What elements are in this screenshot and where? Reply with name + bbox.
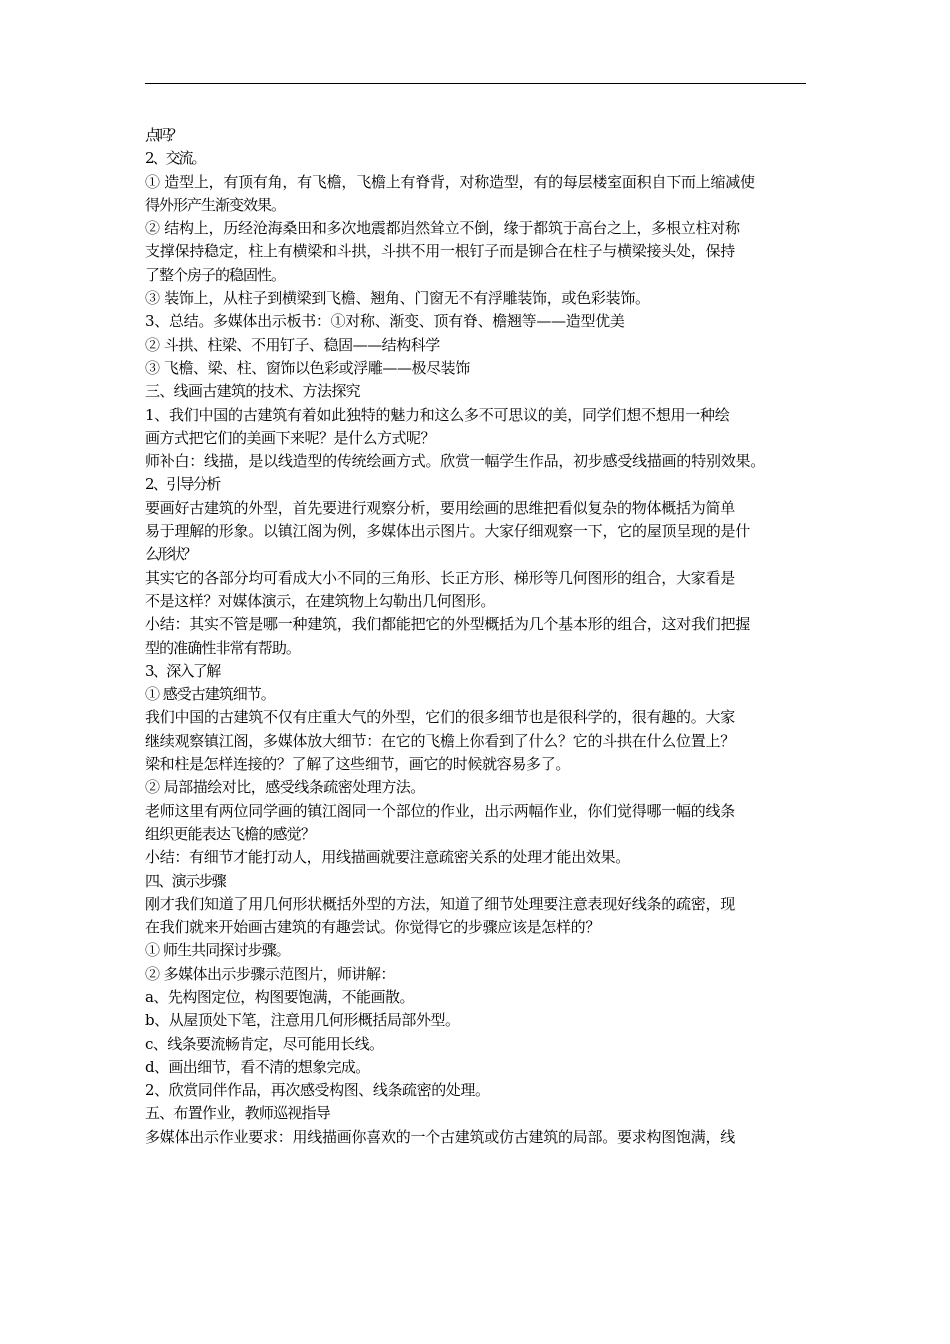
text-line: 2、欣赏同伴作品，再次感受构图、线条疏密的处理。	[145, 1081, 490, 1100]
text-line: ① 造型上，有顶有角，有飞檐，飞檐上有脊背，对称造型，有的每层楼室面积自下而上缩减使	[145, 172, 755, 191]
text-line: 三、线画古建筑的技术、方法探究	[145, 382, 361, 401]
text-line: 组织更能表达飞檐的感觉？	[145, 824, 316, 843]
text-line: 我们中国的古建筑不仅有庄重大气的外型，它们的很多细节也是很科学的，很有趣的。大家	[145, 708, 736, 727]
text-line: 2、交流。	[145, 149, 205, 168]
text-line: 不是这样？对媒体演示，在建筑物上勾勒出几何图形。	[145, 591, 496, 610]
text-line: ① 感受古建筑细节。	[145, 685, 275, 704]
body-text	[145, 124, 817, 1149]
text-line: 其实它的各部分均可看成大小不同的三角形、长正方形、梯形等几何图形的组合，大家看是	[145, 568, 736, 587]
text-line: 么形状？	[145, 545, 196, 564]
text-line: b、从屋顶处下笔，注意用几何形概括局部外型。	[145, 1011, 460, 1030]
text-line: ③ 装饰上，从柱子到横梁到飞檐、翘角、门窗无不有浮雕装饰，或色彩装饰。	[145, 289, 650, 308]
text-line: d、画出细节，看不清的想象完成。	[145, 1057, 370, 1076]
text-line: 画方式把它们的美画下来呢？是什么方式呢？	[145, 428, 436, 447]
text-line: 2、引导分析	[145, 475, 220, 494]
text-line: ② 多媒体出示步骤示范图片，师讲解：	[145, 964, 395, 983]
text-line: 易于理解的形象。以镇江阁为例，多媒体出示图片。大家仔细观察一下，它的屋顶呈现的是什	[145, 522, 751, 541]
text-line: 支撑保持稳定，柱上有横梁和斗拱，斗拱不用一根钉子而是铆合在柱子与横梁接头处，保持	[145, 242, 736, 261]
text-line: 1、我们中国的古建筑有着如此独特的魅力和这么多不可思议的美，同学们想不想用一种绘	[145, 405, 730, 424]
text-line: c、线条要流畅肯定，尽可能用长线。	[145, 1034, 384, 1053]
text-line: 五、布置作业，教师巡视指导	[145, 1104, 331, 1123]
text-line: 刚才我们知道了用几何形状概括外型的方法，知道了细节处理要注意表现好线条的疏密，现	[145, 894, 736, 913]
text-line: 型的准确性非常有帮助。	[145, 638, 301, 657]
text-line: ② 斗拱、柱梁、不用钉子、稳固——结构科学	[145, 335, 440, 354]
text-line: 3、深入了解	[145, 661, 220, 680]
text-line: 点吗？	[145, 126, 181, 144]
text-line: 要画好古建筑的外型，首先要进行观察分析，要用绘画的思维把看似复杂的物体概括为简单	[145, 498, 736, 517]
text-line: ① 师生共同探讨步骤。	[145, 941, 290, 960]
text-line: 3、总结。多媒体出示板书：①对称、渐变、顶有脊、檐翘等——造型优美	[145, 312, 625, 331]
text-line: ③ 飞檐、梁、柱、窗饰以色彩或浮雕——极尽装饰	[145, 358, 470, 377]
text-line: ② 结构上，历经沧海桑田和多次地震都岿然耸立不倒，缘于都筑于高台之上，多根立柱对称	[145, 219, 740, 238]
text-line: 老师这里有两位同学画的镇江阁同一个部位的作业，出示两幅作业，你们觉得哪一幅的线条	[145, 801, 736, 820]
text-line: ② 局部描绘对比，感受线条疏密处理方法。	[145, 778, 425, 797]
text-line: 得外形产生渐变效果。	[145, 195, 286, 214]
text-line: 继续观察镇江阁，多媒体放大细节：在它的飞檐上你看到了什么？它的斗拱在什么位置上？	[145, 731, 736, 750]
text-line: 梁和柱是怎样连接的？了解了这些细节，画它的时候就容易多了。	[145, 755, 571, 774]
text-line: 师补白：线描，是以线造型的传统绘画方式。欣赏一幅学生作品，初步感受线描画的特别效果。	[145, 452, 766, 471]
text-line: 四、演示步骤	[145, 871, 226, 890]
text-line: 多媒体出示作业要求：用线描画你喜欢的一个古建筑或仿古建筑的局部。要求构图饱满，线	[145, 1127, 736, 1146]
text-line: a、先构图定位，构图要饱满，不能画散。	[145, 987, 414, 1006]
header-rule	[145, 83, 806, 84]
text-line: 小结：其实不管是哪一种建筑，我们都能把它的外型概括为几个基本形的组合，这对我们把握	[145, 615, 751, 634]
text-line: 了整个房子的稳固性。	[145, 265, 286, 284]
text-line: 小结：有细节才能打动人，用线描画就要注意疏密关系的处理才能出效果。	[145, 848, 631, 867]
text-line: 在我们就来开始画古建筑的有趣尝试。你觉得它的步骤应该是怎样的？	[145, 918, 601, 937]
